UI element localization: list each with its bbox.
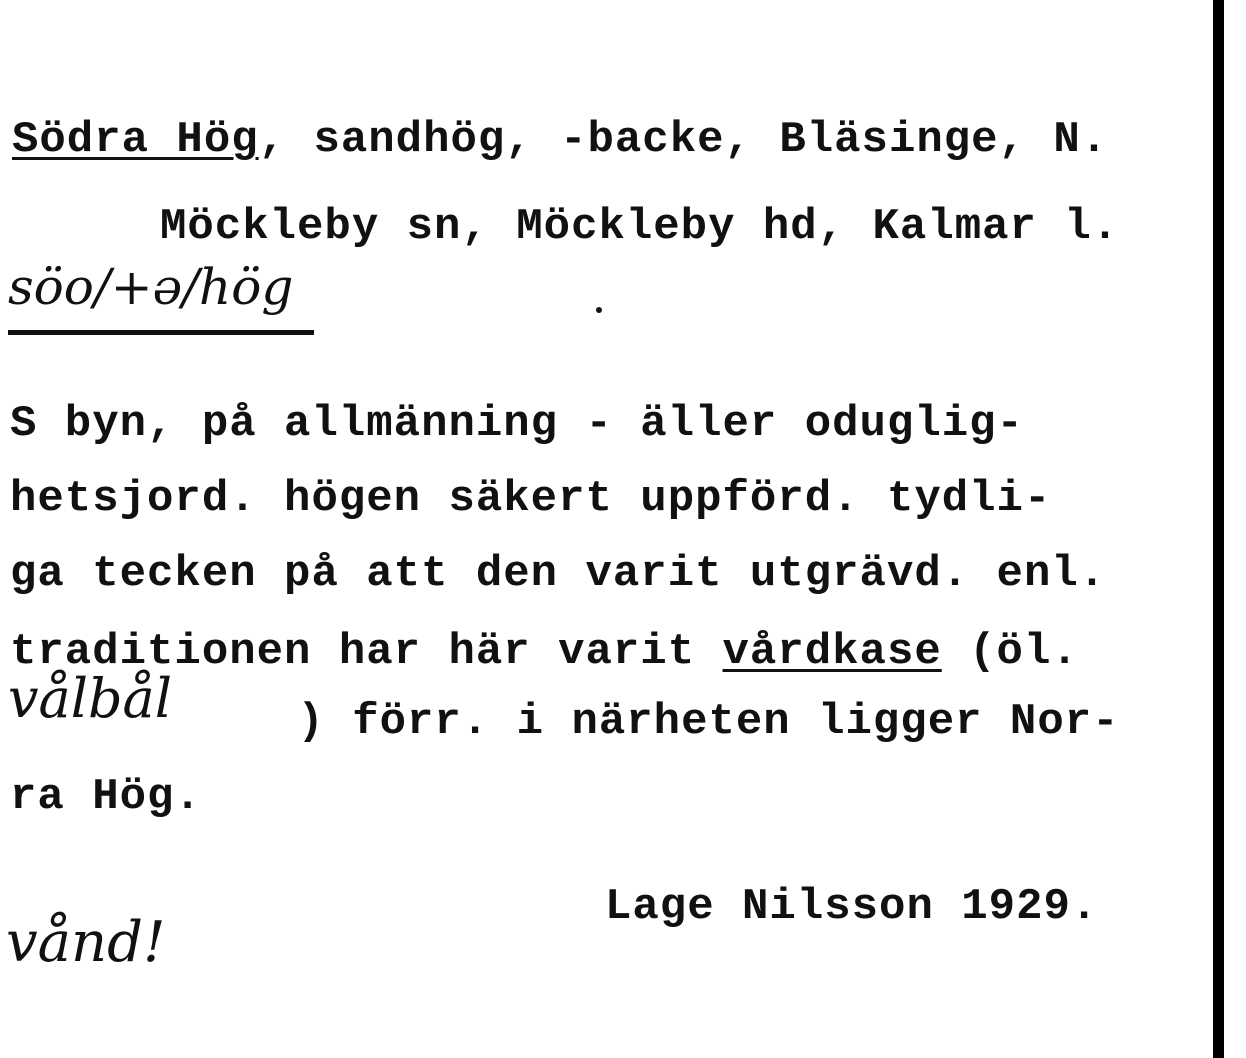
handwritten-turn-over: vånd!	[6, 910, 166, 975]
phonetic-underline	[8, 330, 314, 335]
signature: Lage Nilsson 1929.	[605, 882, 1099, 932]
body-line-6: ra Hög.	[10, 772, 202, 822]
header-line-1-rest: , sandhög, -backe, Bläsinge, N.	[258, 115, 1109, 165]
header-line-2: Möckleby sn, Möckleby hd, Kalmar l.	[160, 202, 1120, 252]
place-name: Södra Hög	[12, 115, 259, 165]
stray-dot	[596, 307, 602, 313]
handwritten-phonetic: söo/+ə/hög	[8, 258, 294, 316]
body-line-2: hetsjord. högen säkert uppförd. tydli-	[10, 474, 1052, 524]
body-line-1: S byn, på allmänning - äller oduglig-	[10, 399, 1024, 449]
vardkase-term: vårdkase	[722, 627, 942, 677]
body-line-5: ) förr. i närheten ligger Nor-	[270, 697, 1120, 747]
handwritten-valbal: vålbål	[8, 667, 173, 730]
body-line-3: ga tecken på att den varit utgrävd. enl.	[10, 549, 1107, 599]
card-edge-line	[1213, 0, 1224, 1058]
header-line-1	[12, 115, 1109, 165]
body-line-4-pre: traditionen har här varit	[10, 627, 723, 677]
body-line-4-post: (öl.	[941, 627, 1079, 677]
